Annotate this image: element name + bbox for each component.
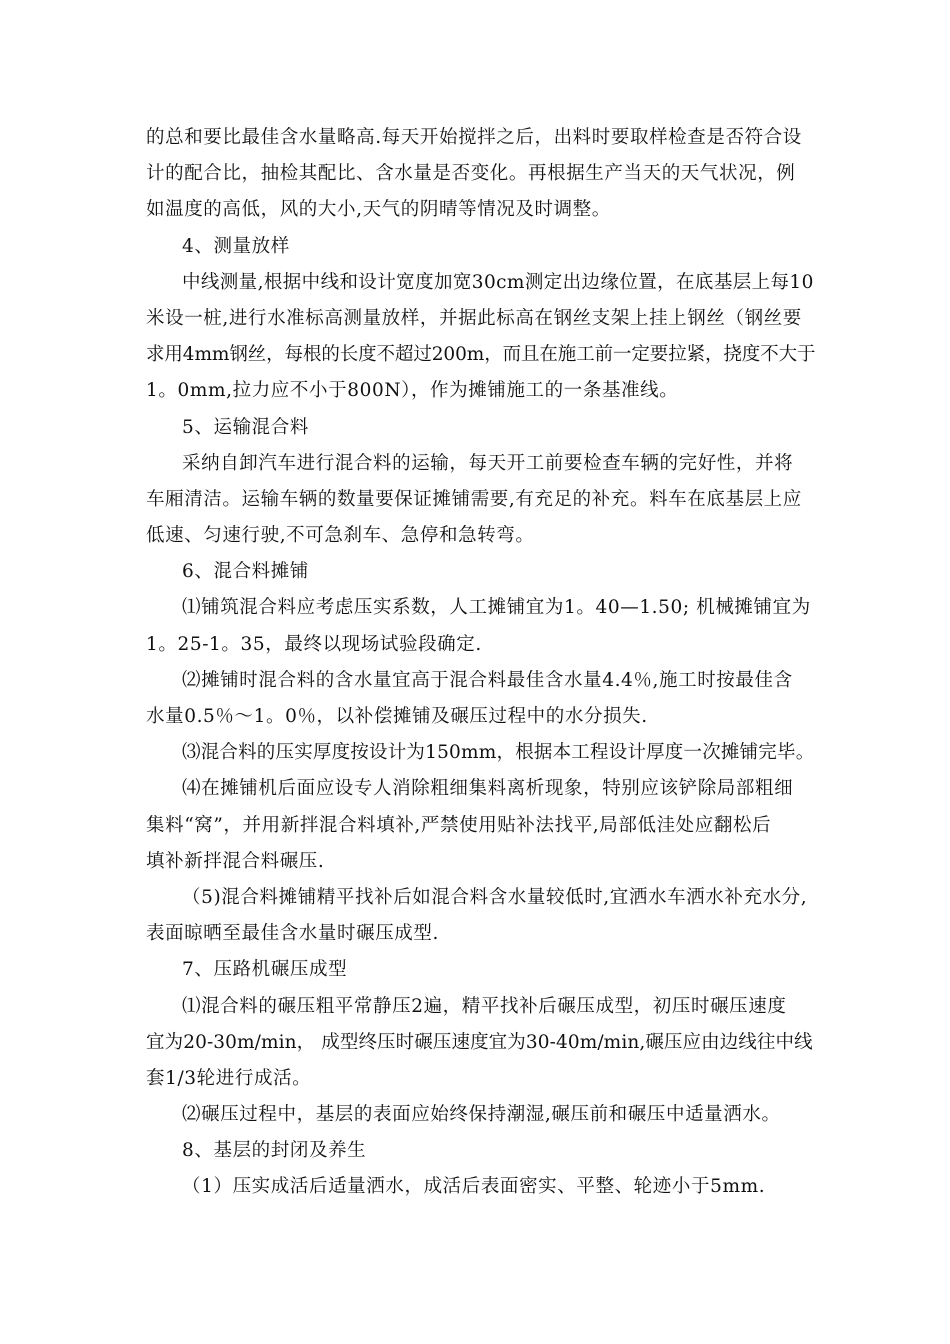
- section-heading-7: 7、压路机碾压成型: [182, 959, 348, 981]
- paragraph-line: ⑵摊铺时混合料的含水量宜高于混合料最佳含水量4.4％,施工时按最佳含: [182, 669, 793, 691]
- section-heading-4: 4、测量放样: [182, 235, 290, 257]
- section-heading-8: 8、基层的封闭及养生: [182, 1140, 367, 1162]
- paragraph-line: 计的配合比，抽检其配比、含水量是否变化。再根据生产当天的天气状况，例: [146, 163, 796, 185]
- paragraph-line: 低速、匀速行驶,不可急刹车、急停和急转弯。: [146, 525, 535, 547]
- document-body: [146, 120, 816, 1206]
- paragraph-line: 填补新拌混合料碾压.: [146, 850, 325, 872]
- paragraph-line: ⑵碾压过程中，基层的表面应始终保持潮湿,碾压前和碾压中适量洒水。: [182, 1104, 781, 1126]
- paragraph-line: （5)混合料摊铺精平找补后如混合料含水量较低时,宜洒水车洒水补充水分,: [182, 886, 808, 908]
- paragraph-line: 表面晾晒至最佳含水量时碾压成型.: [146, 923, 439, 945]
- paragraph-line: 集料“窝”，并用新拌混合料填补,严禁使用贴补法找平,局部低洼处应翻松后: [146, 814, 772, 836]
- paragraph-line: 采纳自卸汽车进行混合料的运输，每天开工前要检查车辆的完好性，并将: [182, 452, 794, 474]
- paragraph-line: （1）压实成活后适量洒水，成活后表面密实、平整、轮迹小于5mm.: [182, 1176, 766, 1198]
- paragraph-line: 的总和要比最佳含水量略高.每天开始搅拌之后，出料时要取样检查是否符合设: [146, 127, 802, 148]
- paragraph-line: ⑴铺筑混合料应考虑压实系数，人工摊铺宜为1。40—1.50; 机械摊铺宜为: [182, 597, 811, 619]
- paragraph-line: 中线测量,根据中线和设计宽度加宽30cm测定出边缘位置，在底基层上每10: [182, 271, 814, 293]
- paragraph-line: 宜为20-30m/min， 成型终压时碾压速度宜为30-40m/min,碾压应由边线往中线: [146, 1031, 813, 1053]
- paragraph-line: 如温度的高低，风的大小,天气的阴晴等情况及时调整。: [146, 199, 611, 221]
- paragraph-line: 1。0mm,拉力应不小于800N），作为摊铺施工的一条基准线。: [146, 380, 679, 402]
- paragraph-line: 求用4mm钢丝，每根的长度不超过200m，而且在施工前一定要拉紧，挠度不大于: [146, 344, 816, 366]
- section-heading-5: 5、运输混合料: [182, 416, 309, 438]
- paragraph-line: 米设一桩,进行水准标高测量放样，并据此标高在钢丝支架上挂上钢丝（钢丝要: [146, 307, 802, 329]
- paragraph-line: ⑶混合料的压实厚度按设计为150mm，根据本工程设计厚度一次摊铺完毕。: [182, 742, 815, 764]
- paragraph-line: 套1/3轮进行成活。: [146, 1067, 312, 1089]
- paragraph-line: ⑴混合料的碾压粗平常静压2遍，精平找补后碾压成型，初压时碾压速度: [182, 995, 787, 1017]
- paragraph-line: 1。25-1。35，最终以现场试验段确定.: [146, 633, 482, 655]
- paragraph-line: ⑷在摊铺机后面应设专人消除粗细集料离析现象，特别应该铲除局部粗细: [182, 778, 794, 800]
- section-heading-6: 6、混合料摊铺: [182, 561, 309, 583]
- paragraph-line: 水量0.5％～1。0％，以补偿摊铺及碾压过程中的水分损失.: [146, 706, 648, 727]
- paragraph-line: 车厢清洁。运输车辆的数量要保证摊铺需要,有充足的补充。料车在底基层上应: [146, 488, 802, 510]
